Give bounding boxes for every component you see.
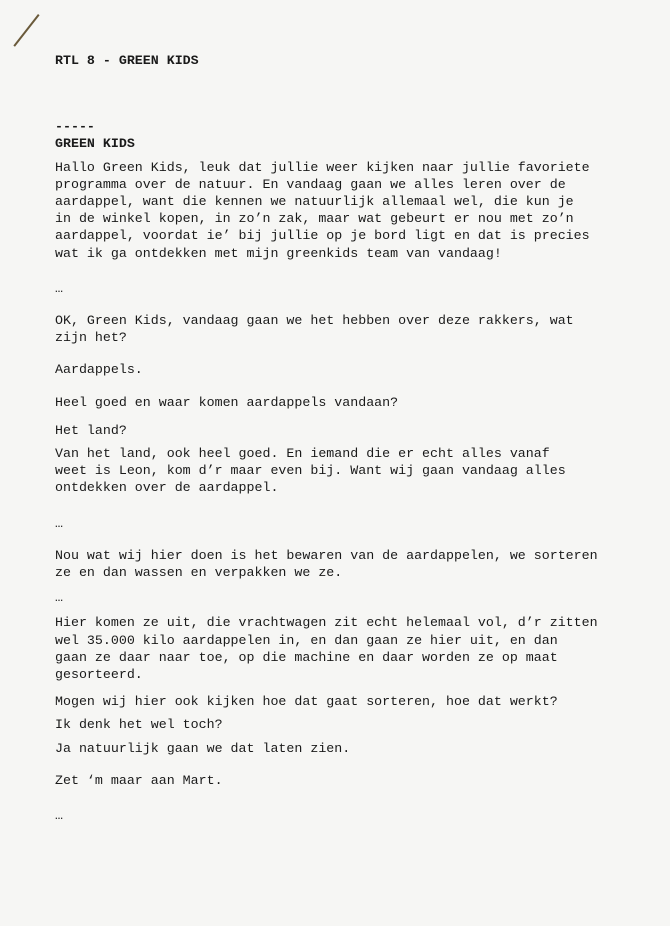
ellipsis-line: … — [55, 280, 63, 296]
text-line: aardappel, want die kennen we natuurlijk allemaal wel, die kun je — [55, 194, 574, 210]
text-line: ontdekken over de aardappel. — [55, 480, 279, 496]
title-rule: ----- — [55, 119, 95, 135]
text-line: weet is Leon, kom d’r maar even bij. Want wij gaan vandaag alles — [55, 463, 566, 479]
document-title: RTL 8 - GREEN KIDS — [55, 53, 199, 68]
text-line: Ik denk het wel toch? — [55, 717, 223, 733]
text-line: Heel goed en waar komen aardappels vandaan? — [55, 394, 399, 410]
text-line: zijn het? — [55, 330, 127, 346]
text-line: wat ik ga ontdekken met mijn greenkids team van vandaag! — [55, 245, 502, 261]
ellipsis-line: … — [55, 808, 63, 824]
text-line: gesorteerd. — [55, 667, 143, 683]
text-line: wel 35.000 kilo aardappelen in, en dan gaan ze hier uit, en dan — [55, 632, 558, 648]
text-line: Nou wat wij hier doen is het bewaren van de aardappelen, we sorteren — [55, 547, 598, 563]
text-line: ze en dan wassen en verpakken we ze. — [55, 565, 343, 581]
text-line: in de winkel kopen, in zo’n zak, maar wat gebeurt er nou met zo’n — [55, 211, 574, 227]
text-line: Hier komen ze uit, die vrachtwagen zit echt helemaal vol, d’r zitten — [55, 615, 598, 631]
staple-mark — [13, 14, 39, 47]
text-line: gaan ze daar naar toe, op die machine en daar worden ze op maat — [55, 649, 558, 665]
text-line: Mogen wij hier ook kijken hoe dat gaat sorteren, hoe dat werkt? — [55, 694, 558, 710]
text-line: programma over de natuur. En vandaag gaan we alles leren over de — [55, 176, 566, 192]
text-line: Aardappels. — [55, 362, 143, 378]
text-line: Van het land, ook heel goed. En iemand die er echt alles vanaf — [55, 446, 550, 462]
ellipsis-line: … — [55, 590, 63, 606]
text-line: Hallo Green Kids, leuk dat jullie weer kijken naar jullie favoriete — [55, 159, 590, 175]
text-line: OK, Green Kids, vandaag gaan we het hebben over deze rakkers, wat — [55, 313, 574, 329]
text-line: aardappel, voordat ie’ bij jullie op je bord ligt en dat is precies — [55, 228, 590, 244]
text-line: Het land? — [55, 422, 127, 438]
section-heading: GREEN KIDS — [55, 136, 135, 152]
text-line: Ja natuurlijk gaan we dat laten zien. — [55, 740, 351, 756]
text-line: Zet ‘m maar aan Mart. — [55, 772, 223, 788]
transcript-body — [55, 52, 620, 824]
ellipsis-line: … — [55, 515, 63, 531]
